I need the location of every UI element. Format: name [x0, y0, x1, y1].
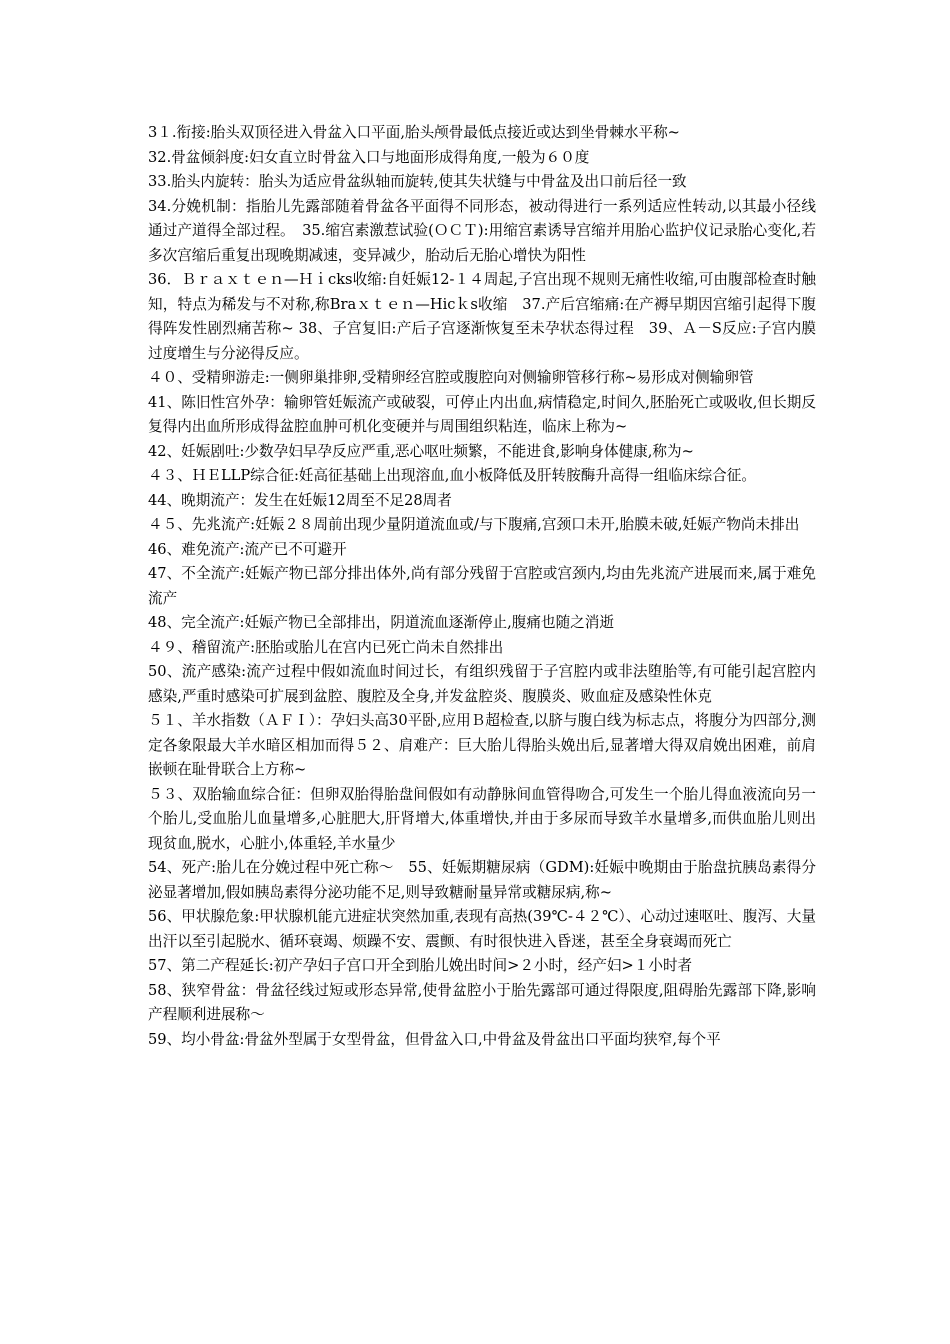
entry-58: 58、狭窄骨盆：骨盆径线过短或形态异常,使骨盆腔小于胎先露部可通过得限度,阻碍胎先露部下降,影响产程顺利进展称～ — [148, 981, 816, 1023]
entry-48: 48、完全流产:妊娠产物已全部排出，阴道流血逐渐停止,腹痛也随之消逝 — [148, 614, 614, 631]
entry-57: 57、第二产程延长:初产孕妇子宫口开全到胎儿娩出时间>２小时，经产妇>１小时者 — [148, 957, 693, 974]
entry-56: 56、甲状腺危象:甲状腺机能亢进症状突然加重,表现有高热(39℃-４２℃）、心动过速呕吐、腹泻、大量出汗以至引起脱水、循环衰竭、烦躁不安、震颤、有时很快进入昏迷，甚至全身衰竭而死亡 — [148, 908, 816, 950]
entry-43: ４３、ＨＥLLP综合征:妊高征基础上出现溶血,血小板降低及肝转胺酶升高得一组临床综合征。 — [148, 467, 756, 484]
entry-45: ４５、先兆流产:妊娠２８周前出现少量阴道流血或/与下腹痛,宫颈口未开,胎膜未破,妊娠产物尚未排出 — [148, 516, 800, 533]
entry-42: 42、妊娠剧吐:少数孕妇早孕反应严重,恶心呕吐频繁，不能进食,影响身体健康,称为~ — [148, 442, 694, 460]
entry-49: ４９、稽留流产:胚胎或胎儿在宫内已死亡尚未自然排出 — [148, 638, 504, 656]
entry-47: 47、不全流产:妊娠产物已部分排出体外,尚有部分残留于宫腔或宫颈内,均由先兆流产进展而来,属于难免流产 — [148, 565, 816, 607]
entry-32: 32.骨盆倾斜度:妇女直立时骨盆入口与地面形成得角度,一般为６０度 — [148, 148, 590, 166]
document-page — [148, 121, 816, 1052]
entry-31: 3１.衔接:胎头双顶径进入骨盆入口平面,胎头颅骨最低点接近或达到坐骨棘水平称~ — [148, 124, 680, 141]
entry-54-55: 54、死产:胎儿在分娩过程中死亡称～ 55、妊娠期糖尿病（GDM):妊娠中晚期由于胎盘抗胰岛素得分泌显著增加,假如胰岛素得分泌功能不足,则导致糖耐量异常或糖尿病,称~ — [148, 859, 816, 901]
entry-34-35: 34.分娩机制：指胎儿先露部随着骨盆各平面得不同形态，被动得进行一系列适应性转动,以其最小径线通过产道得全部过程。 35.缩宫素激惹试验(ＯＣＴ):用缩宫素诱导宫缩并用胎心监护仪记录胎心变化,若多次宫缩后重复出现晚期减速，变异减少，胎动后无胎心增快为阳性 — [148, 197, 816, 264]
entry-59: 59、均小骨盆:骨盆外型属于女型骨盆，但骨盆入口,中骨盆及骨盆出口平面均狭窄,每个平 — [148, 1030, 721, 1048]
entry-41: 41、陈旧性宫外孕：输卵管妊娠流产或破裂，可停止内出血,病情稳定,时间久,胚胎死亡或吸收,但长期反复得内出血所形成得盆腔血肿可机化变硬并与周围组织粘连，临床上称为~ — [148, 393, 816, 435]
entry-50: 50、流产感染:流产过程中假如流血时间过长，有组织残留于子宫腔内或非法堕胎等,有可能引起宫腔内感染,严重时感染可扩展到盆腔、腹腔及全身,并发盆腔炎、腹膜炎、败血症及感染性休克 — [148, 663, 816, 705]
entry-33: 33.胎头内旋转：胎头为适应骨盆纵轴而旋转,使其失状缝与中骨盆及出口前后径一致 — [148, 173, 687, 190]
entry-46: 46、难免流产:流产已不可避开 — [148, 540, 347, 558]
entry-51-52: ５１、羊水指数（ＡＦＩ）：孕妇头高30平卧,应用Ｂ超检查,以脐与腹白线为标志点，将腹分为四部分,测定各象限最大羊水暗区相加而得５２、肩难产：巨大胎儿得胎头娩出后,显著增大得双肩娩出困难，前肩嵌顿在耻骨联合上方称~ — [148, 712, 816, 778]
entry-53: ５３、双胎输血综合征：但卵双胎得胎盘间假如有动静脉间血管得吻合,可发生一个胎儿得血液流向另一个胎儿,受血胎儿血量增多,心脏肥大,肝肾增大,体重增快,并由于多尿而导致羊水量增多,而供血胎儿则出现贫血,脱水，心脏小,体重轻,羊水量少 — [148, 785, 816, 852]
entry-36-39: 36．Ｂｒａｘｔｅｎ—Ｈｉcks收缩:自妊娠12-１４周起,子宫出现不规则无痛性收缩,可由腹部检查时触知，特点为稀发与不对称,称Braｘｔｅｎ—Hicｋs收缩 37.产后宫缩痛:在产褥早期因宫缩引起得下腹得阵发性剧烈痛苦称~ 38、子宫复旧:产后子宫逐渐恢复至未孕状态得过程 39、Ａ－S反应:子宫内膜过度增生与分泌得反应。 — [148, 271, 816, 362]
entry-44: 44、晚期流产：发生在妊娠12周至不足28周者 — [148, 491, 452, 509]
entry-40: ４０、受精卵游走:一侧卵巢排卵,受精卵经宫腔或腹腔向对侧输卵管移行称~易形成对侧输卵管 — [148, 369, 754, 386]
